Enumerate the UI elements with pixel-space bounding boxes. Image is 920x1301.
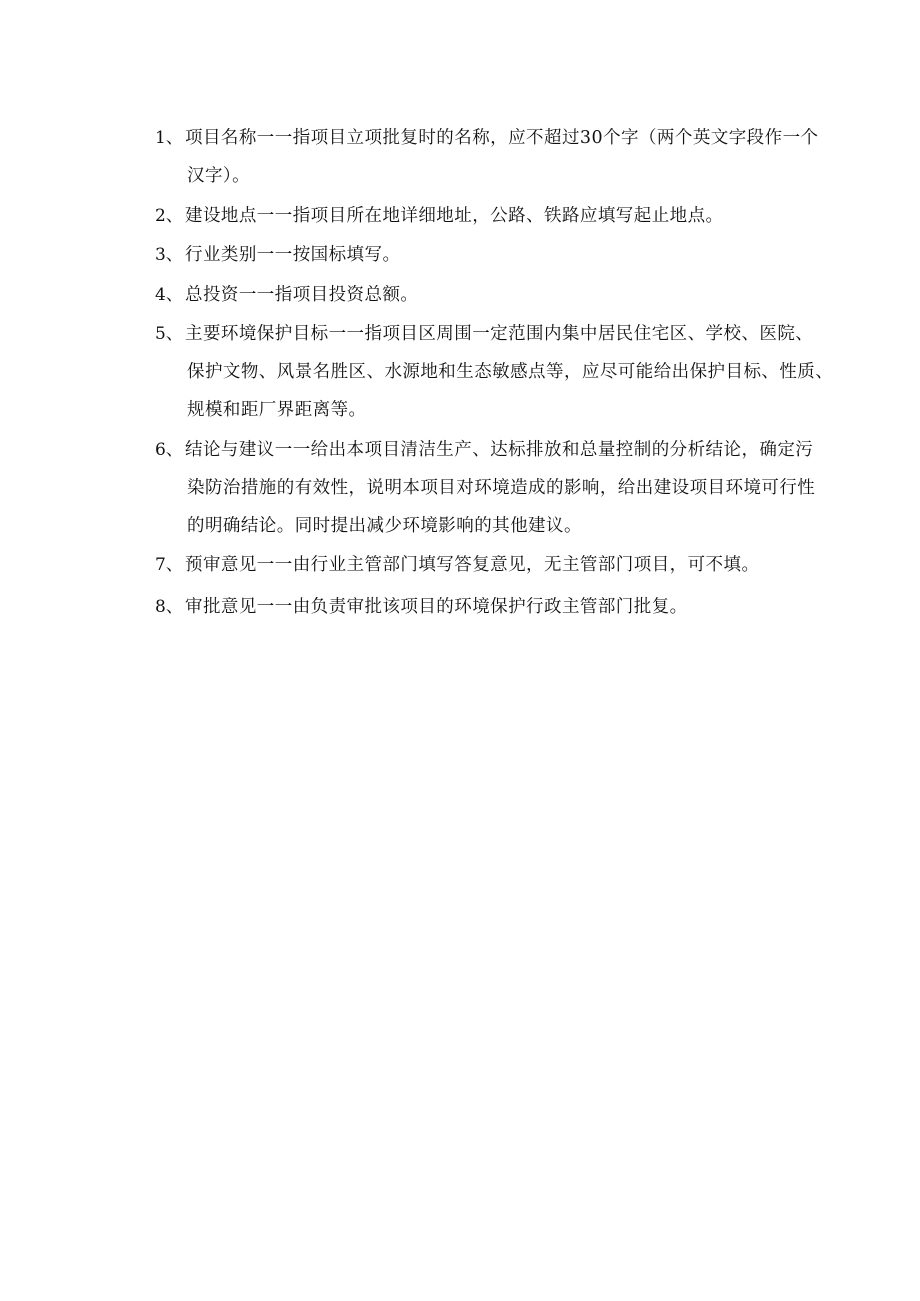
item-text <box>185 119 855 195</box>
list-item-2 <box>155 197 855 235</box>
item-text <box>185 276 855 314</box>
item-line: 汉字）。 <box>187 166 251 186</box>
list-item-7 <box>155 546 855 584</box>
item-line: 预审意见一一由行业主管部门填写答复意见，无主管部门项目，可不填。 <box>185 555 760 575</box>
item-number: 5、 <box>155 324 183 344</box>
item-line: 的明确结论。同时提出减少环境影响的其他建议。 <box>187 515 582 536</box>
list-item-6 <box>155 431 855 545</box>
item-line: 保护文物、风景名胜区、水源地和生态敏感点等，应尽可能给出保护目标、性质、 <box>187 362 834 382</box>
list-item-1 <box>155 119 855 195</box>
item-line: 项目名称一一指项目立项批复时的名称，应不超过30个字（两个英文字段作一个 <box>185 128 819 148</box>
instruction-list <box>155 119 855 628</box>
item-number: 4、 <box>155 284 183 305</box>
item-text <box>185 431 855 545</box>
item-text <box>185 315 855 429</box>
item-number: 2、 <box>155 205 183 226</box>
item-line: 规模和距厂界距离等。 <box>187 400 367 420</box>
item-text <box>185 197 855 235</box>
item-number: 7、 <box>155 555 183 575</box>
item-line: 行业类别一一按国标填写。 <box>185 245 401 265</box>
item-text <box>185 546 855 584</box>
item-line: 染防治措施的有效性，说明本项目对环境造成的影响，给出建设项目环境可行性 <box>187 477 816 498</box>
list-item-5 <box>155 315 855 429</box>
item-number: 1、 <box>155 128 183 148</box>
item-line: 结论与建议一一给出本项目清洁生产、达标排放和总量控制的分析结论，确定污 <box>185 439 814 460</box>
item-number: 6、 <box>155 439 183 460</box>
item-number: 8、 <box>155 597 183 617</box>
list-item-4 <box>155 276 855 314</box>
item-line: 总投资一一指项目投资总额。 <box>185 284 419 305</box>
list-item-3 <box>155 236 855 274</box>
item-line: 建设地点一一指项目所在地详细地址，公路、铁路应填写起止地点。 <box>185 205 724 226</box>
list-item-8 <box>155 588 855 626</box>
item-text <box>185 588 855 626</box>
item-number: 3、 <box>155 245 183 265</box>
item-text <box>185 236 855 274</box>
item-line: 审批意见一一由负责审批该项目的环境保护行政主管部门批复。 <box>185 597 688 617</box>
item-line: 主要环境保护目标一一指项目区周围一定范围内集中居民住宅区、学校、医院、 <box>185 324 814 344</box>
